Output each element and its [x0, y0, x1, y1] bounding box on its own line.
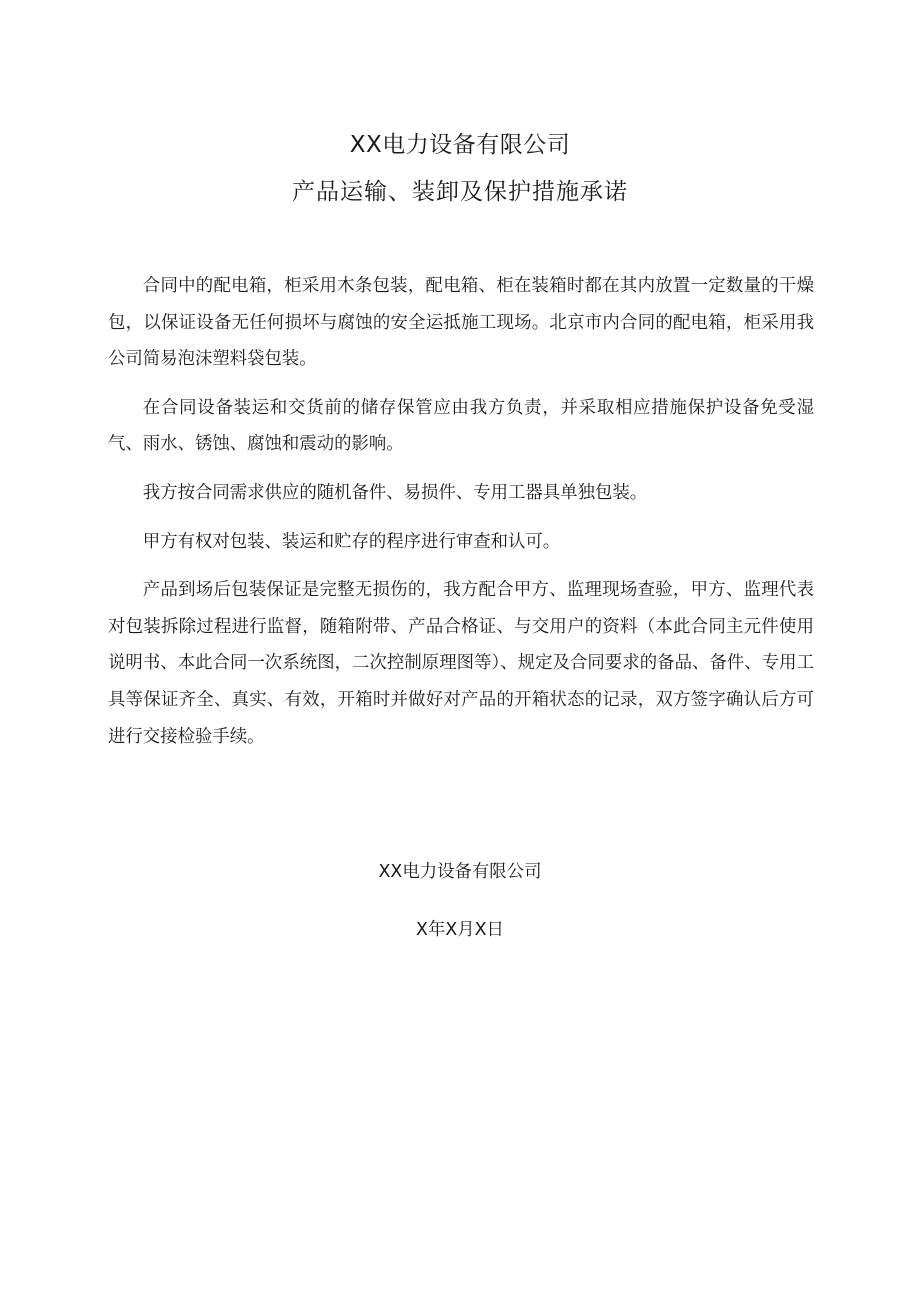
paragraph-acceptance: 产品到场后包装保证是完整无损伤的，我方配合甲方、监理现场查验，甲方、监理代表对包装拆除过程进行监督，随箱附带、产品合格证、与交用户的资料（本此合同主元件使用说明书、本此合同一次系统图，二次控制原理图等）、规定及合同要求的备品、备件、专用工具等保证齐全、真实、有效，开箱时并做好对产品的开箱状态的记录，双方签字确认后方可进行交接检验手续。: [108, 580, 814, 747]
company-title: XX电力设备有限公司: [349, 132, 571, 158]
paragraph-storage: 在合同设备装运和交货前的储存保管应由我方负责，并采取相应措施保护设备免受湿气、雨水、锈蚀、腐蚀和震动的影响。: [108, 397, 814, 455]
document-title: 产品运输、装卸及保护措施承诺: [292, 179, 628, 205]
paragraph-review-rights: 甲方有权对包装、装运和贮存的程序进行审查和认可。: [142, 531, 561, 552]
signature-company: XX电力设备有限公司: [378, 862, 542, 882]
paragraph-packaging: 合同中的配电箱，柜采用木条包装，配电箱、柜在装箱时都在其内放置一定数量的干燥包，以保证设备无任何损坏与腐蚀的安全运抵施工现场。北京市内合同的配电箱，柜采用我公司简易泡沫塑料袋包装。: [108, 276, 814, 370]
signature-date: X年X月X日: [416, 920, 504, 940]
paragraph-spare-parts: 我方按合同需求供应的随机备件、易损件、专用工器具单独包装。: [142, 482, 648, 503]
document-body: [108, 268, 814, 767]
